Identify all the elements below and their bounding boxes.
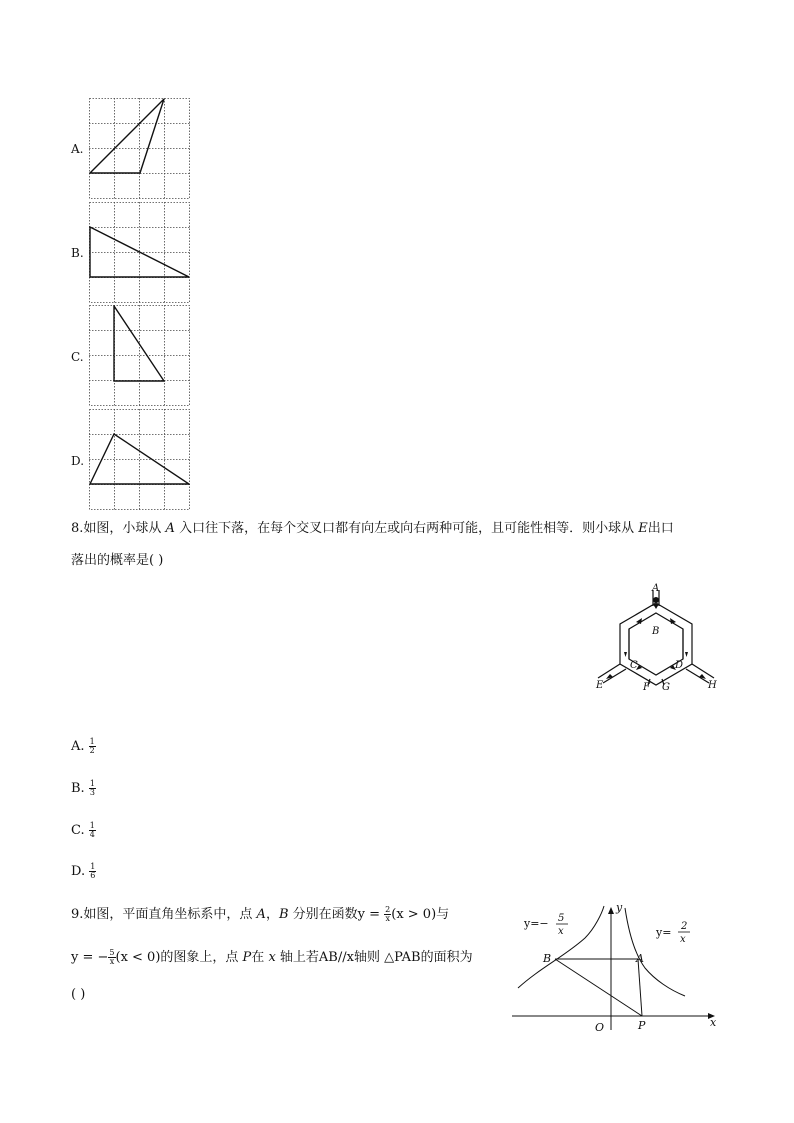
q9-graph-y-axis-label: y bbox=[616, 901, 623, 914]
q8-tube-figure bbox=[592, 582, 722, 692]
q8-label-g: G bbox=[662, 682, 670, 692]
q7-option-d-figure bbox=[89, 409, 190, 510]
q8-line-2: 落出的概率是( ) bbox=[71, 553, 164, 568]
q9-line-3: ( ) bbox=[71, 987, 86, 1002]
q8-option-c[interactable]: C. $\frac{1}{4}$ bbox=[71, 821, 95, 839]
q8-option-d[interactable]: D. $\frac{1}{6}$ bbox=[71, 862, 96, 880]
q7-triangle-c bbox=[114, 306, 164, 381]
q9-line-1: 9.如图，平面直角坐标系中，点 A，B 分别在函数y = $\frac{2}{x}$ (x > 0)与 bbox=[71, 905, 450, 923]
q9-graph-origin-label: O bbox=[595, 1021, 605, 1034]
q9-graph-point-p: P bbox=[638, 1019, 646, 1032]
q8-label-a: A bbox=[652, 583, 660, 594]
q8-line-1: 8.如图，小球从 A 入口往下落，在每个交叉口都有向左或向右两种可能，且可能性相等．则小球从 E出口 bbox=[71, 521, 674, 536]
q9-line-2: y = − $\frac{5}{x}$ (x < 0)的图象上，点 P在 x 轴上若AB//x轴则 △PAB的面积为 bbox=[71, 948, 473, 966]
q9-graph-x-axis-label: x bbox=[710, 1016, 717, 1029]
q8-label-f: F bbox=[643, 682, 650, 692]
q8-label-e: E bbox=[596, 680, 604, 691]
q8-option-c-fraction: $\frac{1}{4}$ bbox=[89, 821, 95, 839]
q9-graph-point-b: B bbox=[543, 952, 552, 965]
q8-label-h: H bbox=[708, 680, 717, 691]
q7-option-b-figure bbox=[89, 202, 190, 303]
svg-text:2: 2 bbox=[681, 921, 688, 932]
q7-option-a-figure bbox=[89, 98, 190, 199]
svg-text:x: x bbox=[558, 926, 564, 937]
q8-option-a[interactable]: A. $\frac{1}{2}$ bbox=[71, 737, 95, 755]
q9-graph-right-eq: y= bbox=[656, 926, 672, 939]
q8-label-b: B bbox=[652, 626, 660, 637]
q8-option-a-fraction: $\frac{1}{2}$ bbox=[89, 737, 95, 755]
q8-label-d: D bbox=[675, 660, 684, 671]
q9-graph-left-eq: y=− bbox=[524, 917, 549, 930]
q7-option-d-label: D. bbox=[71, 454, 85, 468]
q7-option-c-figure bbox=[89, 305, 190, 406]
q7-option-a-label: A. bbox=[71, 142, 84, 156]
q8-option-b-fraction: $\frac{1}{3}$ bbox=[89, 779, 95, 797]
q9-graph-point-a: A bbox=[636, 952, 644, 965]
q8-label-c: C bbox=[630, 660, 638, 671]
q7-option-c-label: C. bbox=[71, 350, 84, 364]
q7-triangle-a bbox=[90, 99, 164, 173]
q8-option-b[interactable]: B. $\frac{1}{3}$ bbox=[71, 779, 95, 797]
q9-graph bbox=[510, 898, 725, 1038]
svg-text:5: 5 bbox=[558, 913, 565, 924]
q8-option-d-fraction: $\frac{1}{6}$ bbox=[90, 862, 96, 880]
q7-option-b-label: B. bbox=[71, 246, 84, 260]
svg-text:x: x bbox=[680, 934, 686, 945]
